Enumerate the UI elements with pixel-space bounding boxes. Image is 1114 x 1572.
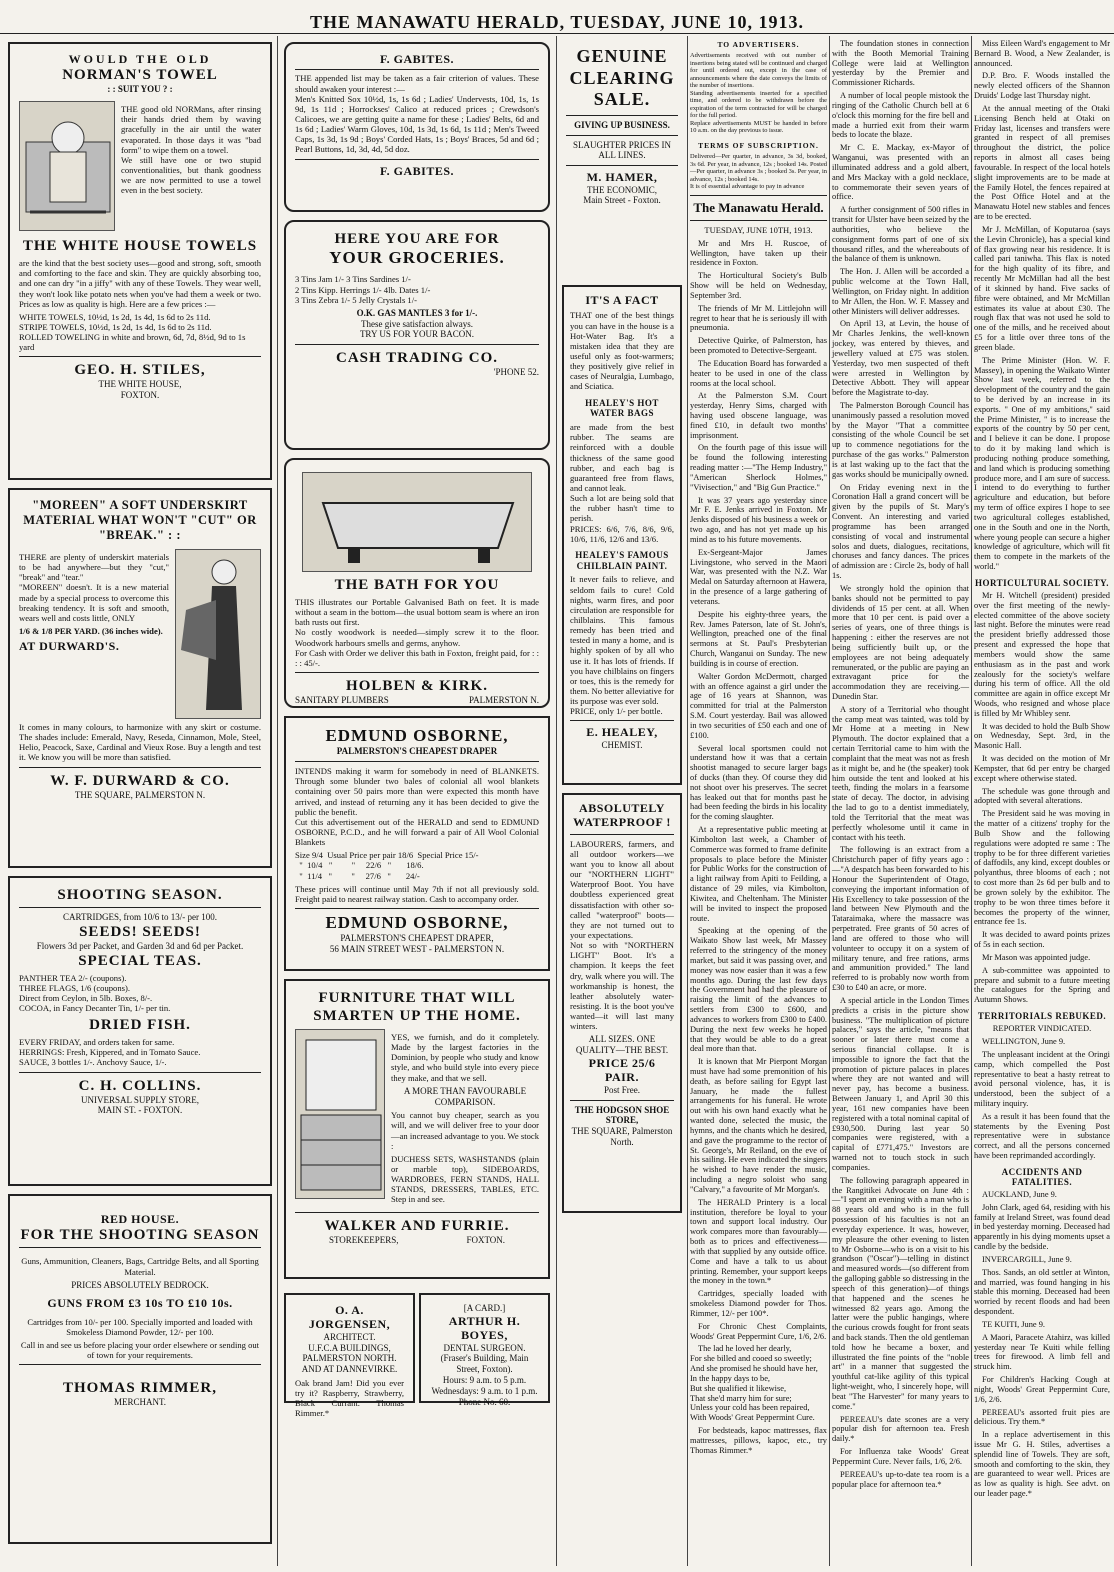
article-paragraph: A number of local people mistook the ringing of the Catholic Church bell at 6 o'clock this morning for the fire bell and made a hurried exit from their warm beds to locate the blaze. xyxy=(832,91,969,140)
fact-body: THAT one of the best things you can have in the house is a Hot-Water Bag. It's a mistaken idea that they are useful only as foot-warmers; they positively give relief in cases of Neuralgia, Lumbago, and Sciatica. xyxy=(570,310,674,392)
cash-trading-phone: 'PHONE 52. xyxy=(493,367,539,378)
article-paragraph: The Horticultural Society's Bulb Show will be held on Wednesday, September 3rd. xyxy=(690,271,827,300)
groceries-title-2: YOUR GROCERIES. xyxy=(329,248,505,267)
groceries-title-1: HERE YOU ARE FOR xyxy=(334,231,500,247)
column-1 xyxy=(6,36,274,1566)
column-5 xyxy=(832,36,969,1566)
article-paragraph: Thos. Sands, an old settler at Winton, and married, was found hanging in his stable this morning. Deceased had been worried by recent floods and had been despondent. xyxy=(974,1267,1110,1317)
article-paragraph: The friends of Mr M. Littlejohn will regret to hear that he is seriously ill with pneumonia. xyxy=(690,303,827,333)
article-paragraph: At a representative public meeting at Kimbolton last week, a Chamber of Commerce was formed to frame definite proposals to place before the Minister for Public Works for the construction of a light railway from Apiti to Feilding, a distance of 29 miles, via Kimbolton, Kiwitea, and Cheltenham. The Minister will be invited to inspect the proposed route. xyxy=(690,825,827,923)
gas-mantles: O.K. GAS MANTLES 3 for 1/-. xyxy=(356,307,478,318)
article-paragraph: PEREEAU's date scones are a very popular dish for afternoon tea. Fresh daily.* xyxy=(832,1414,969,1444)
healey-role: CHEMIST. xyxy=(601,739,643,750)
fish-heading: DRIED FISH. xyxy=(89,1017,191,1034)
article-paragraph: The foundation stones in connection with the Booth Memorial Training College were laid at Wellington yesterday by the Premier and Commissioner Richards. xyxy=(832,39,969,88)
article-paragraph: Cartridges, specially loaded with smokeless Diamond powder for Thos. Rimmer, 12/- per 100*. xyxy=(690,1289,827,1318)
gabites-footer: F. GABITES. xyxy=(379,163,455,178)
horticultural-articles xyxy=(974,591,1110,1005)
article-paragraph: AUCKLAND, June 9. xyxy=(982,1189,1057,1199)
article-paragraph: The schedule was gone through and adopted with several alterations. xyxy=(974,786,1110,806)
red-house-cartridges: Cartridges from 10/- per 100. Specially imported and loaded with Smokeless Diamond Powder, 12/- per 100. xyxy=(27,1316,253,1337)
article-paragraph: The HERALD Printery is a local institution, therefore be loyal to your town and support local industry. Our work compares more than favourably—both as to prices and effectiveness—with that supplied by any outside office. Come and have a talk to us about printing. Remember, your support keeps the money in the town.* xyxy=(690,1197,827,1286)
furniture-body: YES, we furnish, and do it completely. Made by the largest factories in the Dominion, by people who study and know style, and who build style into every piece they make, and that we sell. xyxy=(391,1032,539,1083)
moreen-where: AT DURWARD'S. xyxy=(19,639,120,654)
boyes-card xyxy=(419,1293,550,1407)
article-paragraph: Ex-Sergeant-Major James Livingstone, who served in the Maori War, was presented with the N.Z. War Medal on Saturday afternoon at Hawera, in the presence of a large gathering of veterans. xyxy=(690,547,827,606)
horticultural-heading: HORTICULTURAL SOCIETY. xyxy=(974,577,1110,588)
clearing-sale-title: GENUINE CLEARING SALE. xyxy=(569,46,675,110)
moreen-colours: It comes in many colours, to harmonize with any skirt or costume. The shades include: Emerald, Navy, Reseda, Cinnamon, Mole, Steel, Helio, Peacock, Saxe, Cardinal and Vieux Rose. Buy a length and test it. We know you will be more than satisfied. xyxy=(19,722,261,763)
article-paragraph: For Chronic Chest Complaints, Woods' Great Peppermint Cure, 1/6, 2/6. xyxy=(690,1321,827,1341)
article-paragraph: It was 37 years ago yesterday since Mr F. E. Jenks arrived in Foxton. Mr Jenks disposed of his business a week or two ago, and has not yet made up his mind as to his future movements. xyxy=(690,495,827,544)
bath-body: THIS illustrates our Portable Galvanised Bath on feet. It is made without a seam in the bottom—the usual bottom seam is where an iron bath rusts out first. No costly woodwork is needed—simply screw it to the floor. Woodwork harbours smells and germs, anyhow. For Cash with Order we deliver this bath in Foxton, freight paid, for : : : : 45/-. xyxy=(295,597,539,668)
walker-furrie-place: FOXTON. xyxy=(466,1234,506,1245)
towel-body: THE good old NORMans, after rinsing their hands dried them by waving gracefully in the air until the water evaporated. In those days it was "bad form" to wipe them on a towel. We still have one or two stupid conventionalities, but thank goodness we are now permitted to use a towel even in the best society. xyxy=(121,104,261,196)
rimmer-role: MERCHANT. xyxy=(113,1397,167,1408)
subscription-heading: TERMS OF SUBSCRIPTION. xyxy=(698,141,819,151)
article-paragraph: TE KUITI, June 9. xyxy=(982,1319,1046,1329)
red-house-goods: Guns, Ammunition, Cleaners, Bags, Cartridge Belts, and all Sporting Material. xyxy=(21,1256,259,1277)
holben-kirk-role: SANITARY PLUMBERS xyxy=(295,694,389,705)
jorgensen-address: U.F.C.A BUILDINGS, PALMERSTON NORTH. xyxy=(302,1342,397,1364)
jorgensen-name: O. A. JORGENSEN, xyxy=(308,1303,391,1332)
article-paragraph: The unpleasant incident at the Oringi camp, which compelled the Post representative to beat a hasty retreat to avoid personal violence, has, it is understood, been the subject of a military inquiry. xyxy=(974,1049,1110,1108)
article-paragraph: As a result it has been found that the statements by the Evening Post representative were in substance correct, and all the persons concerned have been reprimanded accordingly. xyxy=(974,1111,1110,1161)
clearing-slaughter: SLAUGHTER PRICES IN ALL LINES. xyxy=(572,139,671,161)
furniture-stock: DUCHESS SETS, WASHSTANDS (plain or marble top), SIDEBOARDS, WARDROBES, FERN STANDS, HALL STANDS, DRESSERS, TABLES, ETC. Step in and see. xyxy=(391,1153,539,1205)
article-paragraph: A Maori, Paracete Atahirz, was killed yesterday near Te Kuiti while felling trees for firewood. A limb fell and struck him. xyxy=(974,1332,1110,1372)
osborne-sizes: Size 9/4 Usual Price per pair 18/6 Special Price 15/- " 10/4 " " 22/6 " 18/6. " 11/4 " " 27/6 " 24/- xyxy=(295,850,479,881)
gabites-title: F. GABITES. xyxy=(295,52,539,70)
boyes-name: ARTHUR H. BOYES, xyxy=(448,1313,521,1343)
column-4-articles xyxy=(690,239,827,1456)
groceries-list: 3 Tins Jam 1/- 3 Tins Sardines 1/- 2 Tins Kipp. Herrings 1/- 4lb. Dates 1/- 3 Tins Zebra 1/- 5 Jelly Crystals 1/- xyxy=(295,274,431,305)
osborne-body: INTENDS making it warm for somebody in need of BLANKETS. Through some blunder two bales of colonial all wool blankets containing over 50 pairs more than were expected this month have arrived, and instead of returning any it has been decided to give the public the benefit. Cut this advertisement out of the HERALD and send to EDMUND OSBORNE, P.C.D., and he will forward a pair of All Wool Colonial Blankets xyxy=(295,766,539,848)
column-2 xyxy=(282,36,552,1566)
issue-date: TUESDAY, JUNE 10TH, 1913. xyxy=(704,224,813,235)
lady-illustration xyxy=(175,549,261,719)
towel-title-1: WOULD THE OLD xyxy=(68,52,212,66)
article-paragraph: At the annual meeting of the Otaki Licensing Bench held at Otaki on Friday last, licenses and transfers were granted in respect of all premises throughout the district, the police reports in almost all cases being favourable. In respect of the local hotels slight improvements are to be made at the Family Hotel, the fences repaired at the Post Office Hotel and at the Manawatu Hotel new stables and fences are to be erected. xyxy=(974,103,1110,222)
advertisers-heading: TO ADVERTISERS. xyxy=(717,40,800,49)
walker-furrie-firm: WALKER AND FURRIE. xyxy=(324,1217,510,1234)
article-paragraph: PEREEAU's assorted fruit pies are delicious. Try them.* xyxy=(974,1407,1110,1427)
rimmer-firm: THOMAS RIMMER, xyxy=(63,1380,217,1397)
osborne-title: EDMUND OSBORNE, xyxy=(325,726,509,745)
article-paragraph: The Hon. J. Allen will be accorded a public welcome at the Town Hall, Wellington, on Friday night. In addition to Mr Allen, the Hon. W. F. Massey and other Ministers will deliver addresses. xyxy=(832,267,969,316)
bath-illustration xyxy=(302,472,532,572)
article-paragraph: Speaking at the opening of the Waikato Show last week, Mr Massey referred to the stringency of the money market, but said it was passing over, and money was now easier than it was a few months ago. During the last few days the Government had had the pleasure of raising the limit of the advances to settlers from £300 to £600, and advances to workers from £300 to £400. During the next few weeks he hoped that they would be able to do a great deal more than that. xyxy=(690,926,827,1054)
article-paragraph: Mr and Mrs H. Ruscoe, of Wellington, have taken up their residence in Foxton. xyxy=(690,238,827,268)
hodgson-address: THE SQUARE, Palmerston North. xyxy=(571,1126,673,1148)
article-paragraph: The Palmerston Borough Council has unanimously passed a resolution moved by the Mayor "That a committee consisting of the whole Council be set up to commence negotiations for the purchase of the gas works." Palmerston is at last waking up to the fact that the gas works should be municipally owned. xyxy=(832,400,969,479)
red-house-title-2: FOR THE SHOOTING SEASON xyxy=(19,1226,261,1248)
article-paragraph: The Prime Minister (Hon. W. F. Massey), in opening the Waikato Winter Show last week, referred to the development of the country and the gain to be derived by an increase in its exports. " One of my ambitions," said the Prime Minister, " is to increase the exports of the country by 50 per cent, and I believe it can be done. I propose to do it by making land which is producing nothing produce something, and land which is producing something produce more, and I am sure of success. I intend to do everything to further agriculture and education, but before my term of office expires I hope to see two agricultural colleges established, one in the South and one in the North, where young people can secure a higher knowledge of agriculture, which will fit them to compete in the markets of the world." xyxy=(974,355,1110,572)
furniture-title: FURNITURE THAT WILL SMARTEN UP THE HOME. xyxy=(313,990,521,1024)
waterproof-advert xyxy=(562,793,682,1213)
walker-furrie-role: STOREKEEPERS, xyxy=(328,1234,399,1245)
moreen-body: THERE are plenty of underskirt materials to be had anywhere—but they "cut," "break" and "tear." "MOREEN" doesn't. It is a new material made by a special process to overcome this breaking tendency. It is soft and smooth, wears well and costs little, ONLY xyxy=(19,552,169,623)
osborne-address: 56 MAIN STREET WEST - PALMERSTON N. xyxy=(329,944,505,955)
jorgensen-role: ARCHITECT. xyxy=(323,1331,376,1342)
hamer-firm: M. HAMER, xyxy=(586,170,658,185)
article-paragraph: For Children's Hacking Cough at night, Woods' Great Peppermint Cure, 1/6, 2/6. xyxy=(974,1375,1110,1404)
shooting-advert xyxy=(8,876,272,1186)
towel-prices: WHITE TOWELS, 10½d, 1s 2d, 1s 4d, 1s 6d to 2s 11d. STRIPE TOWELS, 10½d, 1s 2d, 1s 4d, 1s 6d to 2s 11d. ROLLED TOWELING in white and brown, 6d, 7d, 8½d, 9d to 1s yard xyxy=(19,311,246,353)
article-paragraph: A further consignment of 500 rifles in transit for Ulster have been seized by the authorities, who believe the consignment forms part of one of six thousand rifles, and the whereabouts of the balance of them is unknown. xyxy=(832,205,969,264)
article-paragraph: Detective Quirke, of Palmerston, has been promoted to Detective-Sergeant. xyxy=(690,336,827,356)
article-paragraph: It is known that Mr Pierpont Morgan must have had some premonition of his death, as before sailing for Egypt last January, he made the fullest arrangements for his funeral. He wrote out with his own hand exactly what he wanted done, selected the music, the hymns, and the chants which he desired, and gave the programme to the rector of St. George's, Mr Reiland, on the eve of his sailing. He even indicated the singers he wished to have render the music, including a negro soloist who sang "Calvary," a favourite of Mr Morgan's. xyxy=(690,1057,827,1194)
article-paragraph: Walter Gordon McDermott, charged with an offence against a girl under the age of 16 years at Shannon, was committed for trial at the Palmerston S.M. Court yesterday. Bail was allowed in two securities of £50 each and one of £100. xyxy=(690,671,827,740)
towel-description: are the kind that the best society uses—good and strong, soft, smooth and comforting to the face and skin. They are quickly absorbing too, and one can dry "in a jiffy" with any of these Towels. They wear well, they won't look like potato nets when you've had them a week or two. Prices as low as quality is high. Here are a few prices :— xyxy=(19,258,261,309)
article-paragraph: WELLINGTON, June 9. xyxy=(982,1037,1066,1047)
cash-trading-firm: CASH TRADING CO. xyxy=(336,350,498,367)
shooting-cartridges: CARTRIDGES, from 10/6 to 13/- per 100. xyxy=(63,912,217,922)
towel-title-3: : : SUIT YOU ? : xyxy=(107,84,173,95)
osborne-note: These prices will continue until May 7th if not all previously sold. Freight paid to nearest railway station. Cash to accompany order. xyxy=(295,883,539,904)
seeds-description: Flowers 3d per Packet, and Garden 3d and 6d per Packet. xyxy=(36,940,244,951)
clearing-sale-advert xyxy=(562,42,682,277)
column-6-articles xyxy=(974,39,1110,572)
red-house-call: Call in and see us before placing your order elsewhere or sending out of town for your requirements. xyxy=(20,1340,260,1361)
accidents-articles xyxy=(974,1190,1110,1499)
boyes-phone: Phone No. 60. xyxy=(458,1396,511,1407)
accidents-heading: ACCIDENTS AND FATALITIES. xyxy=(1001,1166,1083,1187)
fish-description: EVERY FRIDAY, and orders taken for same. HERRINGS: Fresh, Kippered, and in Tomato Sauce. SAUCE, 3 bottles 1/-. Anchovy Sauce, 1/-. xyxy=(19,1037,201,1068)
article-paragraph: For Influenza take Woods' Great Peppermint Cure. Never fails, 1/6, 2/6. xyxy=(832,1447,969,1466)
article-paragraph: At the Palmerston S.M. Court yesterday, Henry Sims, charged with having used obscene language, was fined £10, in default two months' imprisonment. xyxy=(690,391,827,440)
boyes-role: DENTAL SURGEON. xyxy=(443,1342,526,1353)
osborne-footer: EDMUND OSBORNE, xyxy=(325,913,509,933)
towel-heading: THE WHITE HOUSE TOWELS xyxy=(22,238,258,255)
article-paragraph: Despite his eighty-three years, the Rev. James Paterson, late of St. John's, Wellington, preached one of the final sermons at St. Paul's Presbyterian Church, Wanganui on Sunday. The new building is in course of erection. xyxy=(690,609,827,668)
boyes-card-label: [A CARD.] xyxy=(463,1303,506,1313)
towel-title-2: NORMAN'S TOWEL xyxy=(62,67,218,84)
towel-advert xyxy=(8,42,272,480)
column-4 xyxy=(690,36,827,1566)
territorials-articles xyxy=(974,1037,1110,1161)
article-paragraph: A story of a Territorial who thought the camp meat was tainted, was told by Mr Home at a meeting in New Plymouth. The doctor explained that a certain Territorial came to him with the complaint that the meat was not as fresh as it might be, and he (the speaker) took him outside the tent and looked at his teeth, finding the molars in a fearsome state of decay. The doctor, in advising the lad to go to a dentist immediately, told the Territorial that the meat was perfectly wholesome until it came in contact with his teeth. xyxy=(832,704,969,842)
article-paragraph: We strongly hold the opinion that banks should not be permitted to pay dividends of 15 per cent. at all. When more that 10 per cent. is paid over a series of years, one of three things is happening : either the reserves are not being sufficiently built up, or the employees are not being adequately remunerated, or the public are paying an extravagant price for the accommodation they are receiving.—Dunedin Star. xyxy=(832,583,969,701)
chilblain-heading: HEALEY'S FAMOUS CHILBLAIN PAINT. xyxy=(575,549,669,571)
article-paragraph: The following is an extract from a Christchurch paper of fifty years ago :—"A despatch has been forwarded to his Honour the Superintendent of Otago, conveying the important information of His Excellency to take possession of the land between New Plymouth and the Tataraimaka, where the massacre was perpetrated. Free grants of 50 acres of land are offered to those who will volunteer to occupy it on a system of military tenure, and free rations, arms and ammunition provided." The land referred to is probably now worth from £30 to £40 an acre, or more. xyxy=(832,845,969,993)
towel-place: FOXTON. xyxy=(120,390,160,401)
column-5-articles xyxy=(832,39,969,1489)
article-paragraph: On the fourth page of this issue will be found the following interesting reading matter :—"The Hemp Industry," "American Sherlock Holmes," "Vivisection," and "Big Gun Practice." xyxy=(690,443,827,492)
bath-advert xyxy=(284,458,550,708)
collins-address: MAIN ST. - FOXTON. xyxy=(97,1105,183,1116)
article-paragraph: It was decided on the motion of Mr Kempster, that 6d per entry be charged except where otherwise stated. xyxy=(974,754,1110,783)
seeds-heading: SEEDS! SEEDS! xyxy=(79,923,201,940)
towel-firm-2: THE WHITE HOUSE, xyxy=(98,379,182,390)
fact-title: IT'S A FACT xyxy=(585,293,659,307)
article-paragraph: D.P. Bro. F. Woods installed the newly elected officers of the Shannon Druids' Lodge last Thursday night. xyxy=(974,71,1110,101)
teas-heading: SPECIAL TEAS. xyxy=(78,952,202,969)
article-paragraph: The President said he was moving in the matter of a citizens' trophy for the Bulb Show and the following regulations were adopted re same : The trophy to be for three different varieties of daffodils, any kind, except doubles or polyanthus, three blooms of each ; not to cost more than 2s 6d per bulb and to be grown solely by the exhibitor. The trophy to be won three times before it becomes the property of the winner, entrance fee 1s. xyxy=(974,809,1110,927)
red-house-advert xyxy=(8,1194,272,1544)
moreen-advert xyxy=(8,488,272,868)
article-paragraph: A special article in the London Times predicts a crisis in the picture show business. "The multiplication of picture palaces," says the article, "means that sooner or later there must come a serious financial collapse. It is impossible to ignore the fact that the promotion of picture palaces in places where they are not wanted and will never pay, has become a business. Between January 1, and April 30 this year, 161 new companies have been registered with a total nominal capital of £930,500. During last year 50 companies were registered, with a capital of £771,475." Investors are warned not to touch stock in such companies. xyxy=(832,995,969,1172)
waterproof-body: LABOURERS, farmers, and all outdoor workers—we want you to know all about our "NORTHERN LIGHT" Waterproof Boot. You have doubtless experienced great dissatisfaction with other so-called "waterproof" boots—they are not turned out to your expectations. Not so with "NORTHERN LIGHT" Boot. It's a champion. It keeps the feet dry, walk where you will. The workmanship is honest, the leather absolutely water-resisting. It is the boot you've wanted—it will last many winters. xyxy=(570,838,674,1032)
groceries-bacon: TRY US FOR YOUR BACON. xyxy=(359,329,475,340)
red-house-prices: PRICES ABSOLUTELY BEDROCK. xyxy=(71,1279,209,1290)
article-paragraph: Mr C. E. Mackay, ex-Mayor of Wanganui, was presented with an illuminated address and a gold albert, and Mrs Mackay with a gold necklace, to commemorate their seven years of office. xyxy=(832,143,969,202)
towel-firm: GEO. H. STILES, xyxy=(74,362,206,379)
article-paragraph: It was decided to hold the Bulb Show on Wednesday, Sept. 3rd, in the Masonic Hall. xyxy=(974,721,1110,751)
article-paragraph: The following paragraph appeared in the Rangitikei Advocate on June 4th :—"I spent an evening with a man who is 88 years old and who is in the full possession of his faculties is not an everyday experience. It was, however, my pleasure the other evening to listen to Mr Osborne—who is on a visit to his grandson ("Oscar")—telling in distinct and measured words—(so different from the galloping gabble so distressing in the speech of this generation)—of things that happened and the scenes he witnessed 82 years ago. Among the latter were the public hangings, where the curious crowds fought for front seats and back stands. Then the old gentleman told how he became a boxer, and illustrated the fine points of the "noble art" in a manner that suggested the youthful cat-like agility of this typical light-weight, who, I sincerely hope, will beat "The Harvester" for many years to come." xyxy=(832,1175,969,1411)
article-paragraph: Mr Mason was appointed judge. xyxy=(982,952,1091,962)
article-paragraph: The Education Board has forwarded a heater to be used in one of the class rooms at the local school. xyxy=(690,358,827,388)
waterproof-title: ABSOLUTELY WATERPROOF ! xyxy=(573,801,671,830)
osborne-footer-subtitle: PALMERSTON'S CHEAPEST DRAPER, xyxy=(340,933,494,944)
hot-water-bags-body: are made from the best rubber. The seams are reinforced with a double thickness of the same good rubber, and each bag is guaranteed free from flaws, and cannot leak. Such a lot are being sold that the rubber hasn't time to perish. PRICES: 6/6, 7/6, 8/6, 9/6, 10/6, 11/6, 12/6 and 13/6. xyxy=(570,422,674,544)
territorials-subheading: REPORTER VINDICATED. xyxy=(992,1023,1092,1034)
moreen-title: "MOREEN" A SOFT UNDERSKIRT MATERIAL WHAT WON'T "CUT" OR "BREAK." : : xyxy=(23,498,257,542)
durward-firm: W. F. DURWARD & CO. xyxy=(50,772,230,789)
waterproof-price: PRICE 25/6 PAIR. xyxy=(588,1056,656,1085)
boyes-hours: Hours: 9 a.m. to 5 p.m. Wednesdays: 9 a.m. to 1 p.m. xyxy=(431,1374,538,1396)
hot-water-bags-heading: HEALEY'S HOT WATER BAGS xyxy=(585,397,659,419)
osborne-subtitle: PALMERSTON'S CHEAPEST DRAPER xyxy=(336,746,498,757)
collins-firm: C. H. COLLINS. xyxy=(78,1077,202,1094)
waterproof-sizes: ALL SIZES. ONE QUALITY—THE BEST. xyxy=(575,1034,669,1056)
furniture-body-2: You cannot buy cheaper, search as you will, and we will deliver free to your door—an increased advantage to you. We stock : xyxy=(391,1110,539,1151)
red-house-guns: GUNS FROM £3 10s TO £10 10s. xyxy=(47,1296,233,1311)
article-paragraph: John Clark, aged 64, residing with his family at Ireland Street, was found dead in bed yesterday morning. Deceased had apparently in his dying moments upset a candle by the bedside. xyxy=(974,1202,1110,1252)
bath-title: THE BATH FOR YOU xyxy=(334,577,500,593)
chilblain-body: It never fails to relieve, and seldom fails to cure! Cold nights, warm fires, and poor circulation are responsible for chilblains. This famous remedy has been tried and tested in many a home, and is highly spoken of by all who use it. It has lots of friends. If you have chilblains on fingers or toes, this is the remedy for them. No better alleviative for its purpose was ever sold. PRICE, only 1/- per bottle. xyxy=(570,574,674,717)
article-paragraph: Several local sportsmen could not understand how it was that a certain shootist managed to secure larger bags of ducks (than they. Of course they did not shoot over his preserves. The secret has leaked out that for months past he had been feeding the birds in his locality for the coming slaughter. xyxy=(690,743,827,822)
advertisers-body: Advertisements received with out number of insertions being stated will be continued and charged for until ordered out, except in the case of announcements where the date conveys the limits of the number of insertions. Standing advertisements inserted for a specified time, and ordered to be withdrawn before the expiration of the term contracted for will be charged for the full period. Replace advertisements MUST be handed in before 10 a.m. on the day previous to issue. xyxy=(690,52,827,135)
durward-address: THE SQUARE, PALMERSTON N. xyxy=(74,789,206,800)
article-paragraph: Mr J. McMillan, of Koputaroa (says the Levin Chronicle), has a special kind of flax growing near his residence. It is called pari taniwha. This flax is noted for the high quality of its fibre, and recently Mr McMillan had all the best of it skinned by hand. Five sacks of fibre were obtained, and Mr McMillan estimates its value at about £30. The rough flax that was not used he sold to one of the mills, and he received about £5 for a little over three tons of the green blade. xyxy=(974,224,1110,352)
moreen-price: 1/6 & 1/8 PER YARD. (36 inches wide). xyxy=(19,625,163,636)
furniture-comparison: A MORE THAN FAVOURABLE COMPARISON. xyxy=(403,1085,527,1107)
boyes-address: (Fraser's Building, Main Street, Foxton). xyxy=(440,1353,529,1375)
holben-kirk-place: PALMERSTON N. xyxy=(468,694,539,705)
column-6 xyxy=(974,36,1110,1566)
red-house-title: RED HOUSE. xyxy=(100,1212,180,1226)
healey-firm: E. HEALEY, xyxy=(586,725,658,740)
article-paragraph: Miss Eileen Ward's engagement to Mr Bernard B. Wood, a New Zealander, is announced. xyxy=(974,39,1110,68)
subscription-body: Delivered—Per quarter, in advance, 3s 3d, booked, 3s 6d. Per year, in advance, 12s ; booked 14s. Posted—Per quarter, in advance 3s ; booked 3s. Per year, in advance, 12s ; booked 14s. It is of essential advantage to pay in advance xyxy=(690,153,827,191)
jorgensen-card xyxy=(284,1293,415,1419)
article-paragraph: PEREEAU's up-to-date tea room is a popular place for afternoon tea.* xyxy=(832,1469,969,1489)
jorgensen-also: AND AT DANNEVIRKE. xyxy=(301,1364,398,1375)
teas-description: PANTHER TEA 2/- (coupons). THREE FLAGS, 1/6 (coupons). Direct from Ceylon, in 5lb. Boxes, 8/-. COCOA, in Fancy Decanter Tin, 1/- per tin. xyxy=(19,972,171,1014)
paper-title: The Manawatu Herald. xyxy=(693,199,824,215)
hamer-subtitle: THE ECONOMIC, xyxy=(587,184,657,195)
territorials-heading: TERRITORIALS REBUKED. xyxy=(977,1011,1107,1022)
article-paragraph: INVERCARGILL, June 9. xyxy=(982,1254,1072,1264)
hamer-address: Main Street - Foxton. xyxy=(583,195,661,206)
article-paragraph: For bedsteads, kapoc mattresses, flax mattresses, pillows, kapoc, etc., try Thomas Rimmer.* xyxy=(690,1425,827,1455)
towel-illustration xyxy=(19,101,115,231)
furniture-advert xyxy=(284,979,550,1279)
article-paragraph: Mr H. Witchell (president) presided over the first meeting of the newly-elected committee of the above society last night. Before the minutes were read the president briefly addressed those present and expressed the hope that members would show the same enthusiasm as in the past and work zealously for the society's welfare during his term of office. All the old committee are again in office except Mr Woods, who resigned and whose place is filled by Mr Whibley senr. xyxy=(974,590,1110,718)
osborne-advert xyxy=(284,716,550,971)
shooting-title: SHOOTING SEASON. xyxy=(19,886,261,908)
article-paragraph: On Friday evening next in the Coronation Hall a grand concert will be given by the pupils of St. Mary's Convent. An interesting and varied programme has been arranged consisting of vocal and instrumental solos and duets, dialogues, recitations, choruses and fancy dances. The prices of admission are : Circle 2s, body of hall 1s. xyxy=(832,482,969,581)
collins-store: UNIVERSAL SUPPLY STORE, xyxy=(80,1094,200,1105)
hodgson-firm: THE HODGSON SHOE STORE, xyxy=(574,1104,670,1126)
dresser-illustration xyxy=(295,1029,385,1199)
groceries-satisfaction: These give satisfaction always. xyxy=(361,318,473,329)
healey-advert xyxy=(562,285,682,785)
holben-kirk-firm: HOLBEN & KIRK. xyxy=(346,677,488,694)
article-paragraph: The lad he loved her dearly, For she billed and cooed so sweetly; And she promised he should have her, In the happy days to be, But she qualified it likewise, That she'd marry him for sure; Unless your cold has been repaired, With Woods' Great Peppermint Cure. xyxy=(690,1344,818,1423)
oak-jam-notice: Oak brand Jam! Did you ever try it? Raspberry, Strawberry, Black Currant. Thomas Rimmer.* xyxy=(295,1377,404,1419)
article-paragraph: It was decided to award points prizes of 5s in each section. xyxy=(974,930,1110,950)
gabites-advert xyxy=(284,42,550,212)
column-3 xyxy=(560,36,684,1566)
article-paragraph: In a replace advertisement in this issue Mr G. H. Stiles, advertises a splendid line of Towels. They are soft, smooth and comforting to the skin, they are guaranteed to wear well. Prices are as low as quality is high. See advt. on our leader page.* xyxy=(974,1430,1110,1499)
article-paragraph: On April 13, at Levin, the house of Mr Charles Jenkins, the well-known jockey, was entered by thieves, and jewellery valued at £75 was stolen. Yesterday, two men suspected of theft were arrested in Wellington by Detective Abbott. They will appear before the Magistrate to-day. xyxy=(832,319,969,398)
article-paragraph: A sub-committee was appointed to prepare and submit to a future meeting the catalogues for the Spring and Autumn Shows. xyxy=(974,965,1110,1005)
masthead: THE MANAWATU HERALD, TUESDAY, JUNE 10, 1913. xyxy=(0,0,1114,34)
groceries-advert xyxy=(284,220,550,450)
clearing-giving-up: GIVING UP BUSINESS. xyxy=(574,119,670,130)
waterproof-post: Post Free. xyxy=(604,1084,640,1095)
gabites-body: THE appended list may be taken as a fair criterion of values. These should awaken your interest :— Men's Knitted Sox 10½d, 1s, 1s 6d ; Ladies' Undervests, 10d, 1s, 1s 9d, 1s 11d ; Horrockses' Calico at reduced prices ; Crewdson's Calicoes, we are getting quite a name for these ; Ladies' Belts, 6d and 1s 6d ; Ladies' Warm Gloves, 10d, 1s 3d, 1s 6d, 1s 11d ; Men's Tweed Caps, 1s 3d, 1s 9d ; Boys' Corded Hats, 1s ; Boys' Braces, 5d and 6d ; Pearl Buttons, 1d, 3d, 4d, 5d doz. xyxy=(295,73,539,155)
